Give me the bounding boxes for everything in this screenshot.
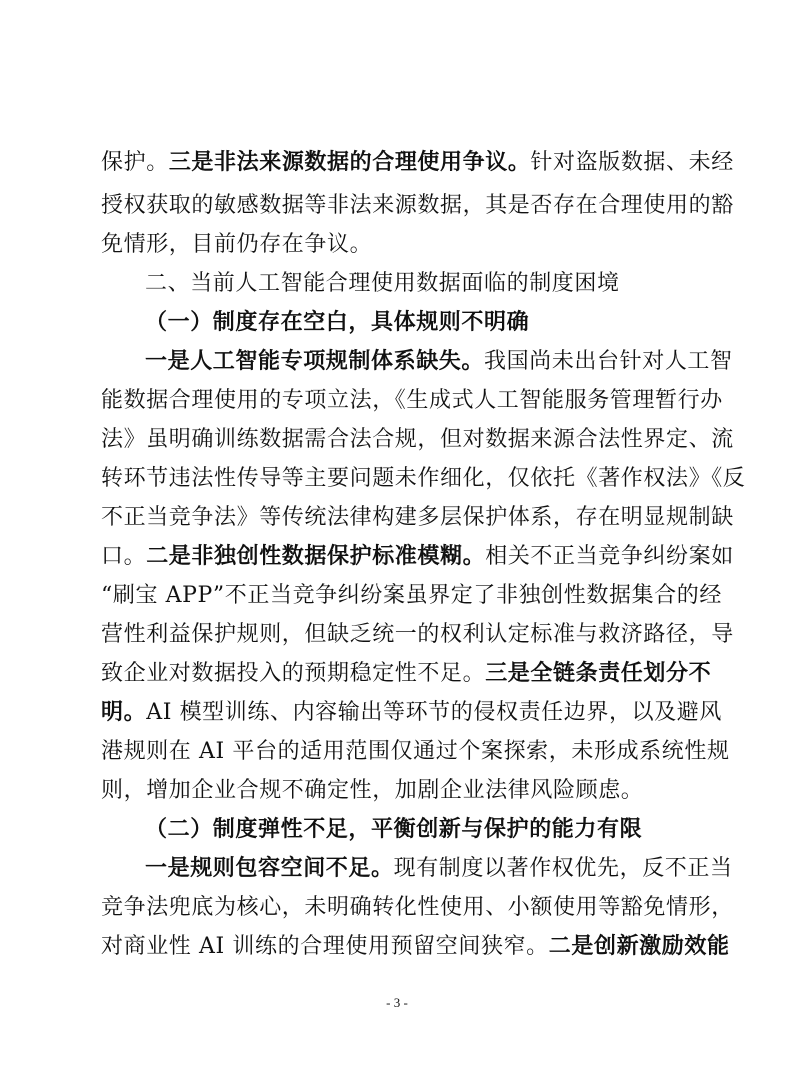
paragraph-line: 竞争法兜底为核心，未明确转化性使用、小额使用等豁免情形，: [101, 895, 734, 920]
paragraph-line: 则，增加企业合规不确定性，加剧企业法律风险顾虑。: [101, 778, 644, 803]
paragraph-line: 不正当竞争法》等传统法律构建多层保护体系，存在明显规制缺: [101, 505, 734, 530]
bold-lead: 二是创新激励效能: [548, 934, 730, 959]
paragraph-line: “刷宝 APP”不正当竞争纠纷案虽界定了非独创性数据集合的经: [101, 583, 722, 608]
paragraph-line: 对商业性 AI 训练的合理使用预留空间狭窄。二是创新激励效能: [101, 934, 730, 959]
bold-lead: 一是规则包容空间不足。: [145, 856, 394, 881]
paragraph-line: 法》虽明确训练数据需合法合规，但对数据来源合法性界定、流: [101, 427, 734, 452]
paragraph-line: 授权获取的敏感数据等非法来源数据，其是否存在合理使用的豁: [101, 193, 734, 218]
page-number: - 3 -: [386, 995, 408, 1010]
paragraph-line: 转环节违法性传导等主要问题未作细化，仅依托《著作权法》《反: [101, 466, 746, 491]
paragraph-line: 营性利益保护规则，但缺乏统一的权利认定标准与救济路径，导: [101, 622, 734, 647]
section-heading: 二、当前人工智能合理使用数据面临的制度困境: [145, 271, 620, 296]
paragraph-line: 一是人工智能专项规制体系缺失。我国尚未出台针对人工智: [145, 349, 733, 374]
paragraph-line: 免情形，目前仍存在争议。: [101, 232, 373, 257]
subsection-heading: （二）制度弹性不足，平衡创新与保护的能力有限: [145, 817, 643, 842]
bold-lead: 二是非独创性数据保护标准模糊。: [146, 544, 486, 569]
paragraph-line: 一是规则包容空间不足。现有制度以著作权优先，反不正当: [145, 856, 733, 881]
bold-lead: 一是人工智能专项规制体系缺失。: [145, 349, 485, 374]
paragraph-line: 致企业对数据投入的预期稳定性不足。三是全链条责任划分不: [101, 661, 712, 686]
subsection-heading: （一）制度存在空白，具体规则不明确: [145, 310, 530, 335]
bold-lead: 三是全链条责任划分不: [485, 661, 712, 686]
paragraph-line: 港规则在 AI 平台的适用范围仅通过个案探索，未形成系统性规: [101, 739, 730, 764]
paragraph-line: 能数据合理使用的专项立法，《生成式人工智能服务管理暂行办: [101, 388, 723, 413]
bold-lead: 三是非法来源数据的合理使用争议。: [168, 150, 531, 175]
paragraph-line: 明。AI 模型训练、内容输出等环节的侵权责任边界，以及避风: [101, 700, 722, 725]
bold-lead: 明。: [101, 700, 147, 725]
paragraph-line: 口。二是非独创性数据保护标准模糊。相关不正当竞争纠纷案如: [101, 544, 734, 569]
paragraph-line: 保护。三是非法来源数据的合理使用争议。针对盗版数据、未经: [101, 150, 734, 175]
